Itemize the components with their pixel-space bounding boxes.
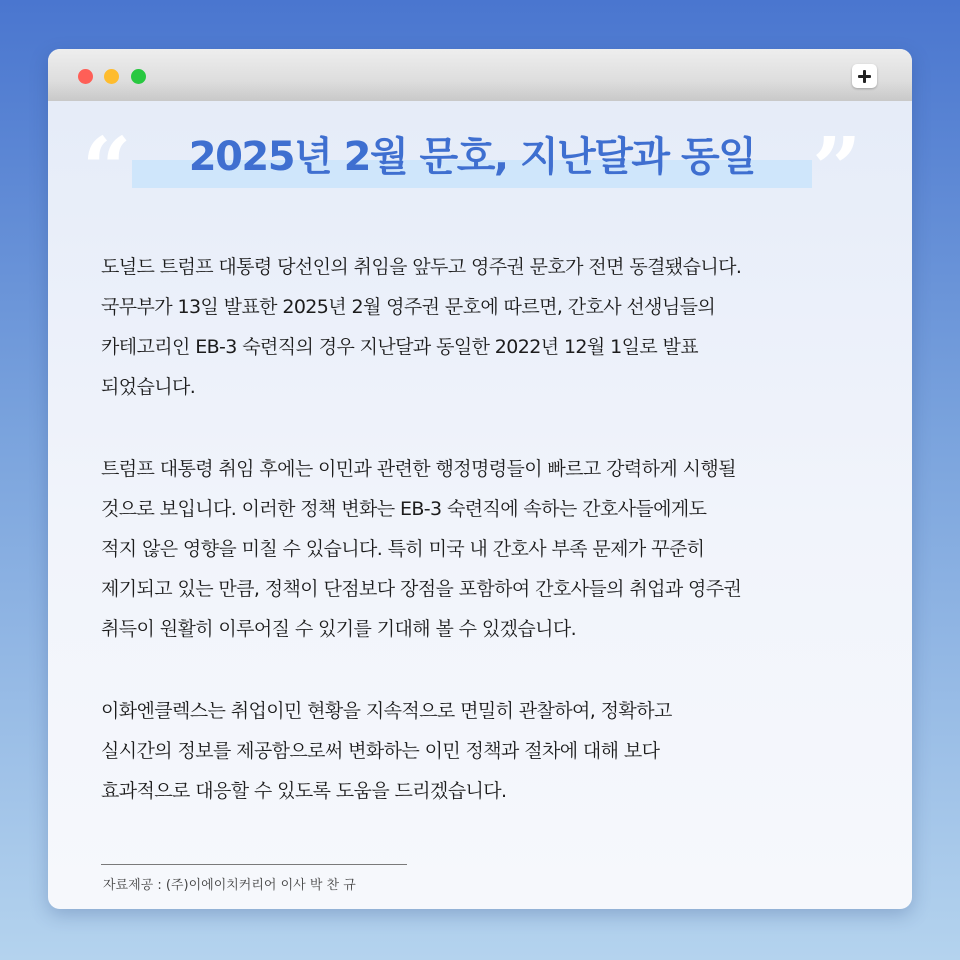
body-line: 취득이 원활히 이루어질 수 있기를 기대해 볼 수 있겠습니다.: [101, 618, 577, 640]
body-line: 카테고리인 EB-3 숙련직의 경우 지난달과 동일한 2022년 12월 1일로 발표: [101, 336, 699, 358]
body-line: 국무부가 13일 발표한 2025년 2월 영주권 문호에 따르면, 간호사 선생님들의: [101, 296, 716, 318]
paragraph-1: [101, 247, 881, 407]
paragraph-2: [101, 449, 881, 649]
open-quote-mark: “: [82, 119, 132, 220]
source-credit: 자료제공 : (주)이에이치커리어 이사 박 찬 규: [103, 878, 356, 893]
body-line: 제기되고 있는 만큼, 정책이 단점보다 장점을 포함하여 간호사들의 취업과 영주권: [101, 578, 742, 600]
body-line: 도널드 트럼프 대통령 당선인의 취임을 앞두고 영주권 문호가 전면 동결됐습니다.: [101, 256, 742, 278]
article-body: [101, 247, 881, 853]
body-line: 실시간의 정보를 제공함으로써 변화하는 이민 정책과 절차에 대해 보다: [101, 740, 660, 762]
minimize-window-button[interactable]: [104, 69, 119, 84]
browser-window: [48, 49, 912, 909]
body-line: 효과적으로 대응할 수 있도록 도움을 드리겠습니다.: [101, 780, 507, 802]
body-line: 되었습니다.: [101, 376, 196, 398]
body-line: 이화엔클렉스는 취업이민 현황을 지속적으로 면밀히 관찰하여, 정확하고: [101, 700, 672, 722]
plus-icon[interactable]: [852, 64, 877, 88]
close-window-button[interactable]: [78, 69, 93, 84]
body-line: 트럼프 대통령 취임 후에는 이민과 관련한 행정명령들이 빠르고 강력하게 시행될: [101, 458, 736, 480]
footer-divider: [101, 864, 407, 865]
window-titlebar: [48, 49, 912, 101]
body-line: 적지 않은 영향을 미칠 수 있습니다. 특히 미국 내 간호사 부족 문제가 꾸준히: [101, 538, 705, 560]
maximize-window-button[interactable]: [131, 69, 146, 84]
body-line: 것으로 보입니다. 이러한 정책 변화는 EB-3 숙련직에 속하는 간호사들에게도: [101, 498, 707, 520]
close-quote-mark: ”: [812, 119, 862, 220]
paragraph-3: [101, 691, 881, 811]
headline: 2025년 2월 문호, 지난달과 동일: [188, 134, 756, 180]
